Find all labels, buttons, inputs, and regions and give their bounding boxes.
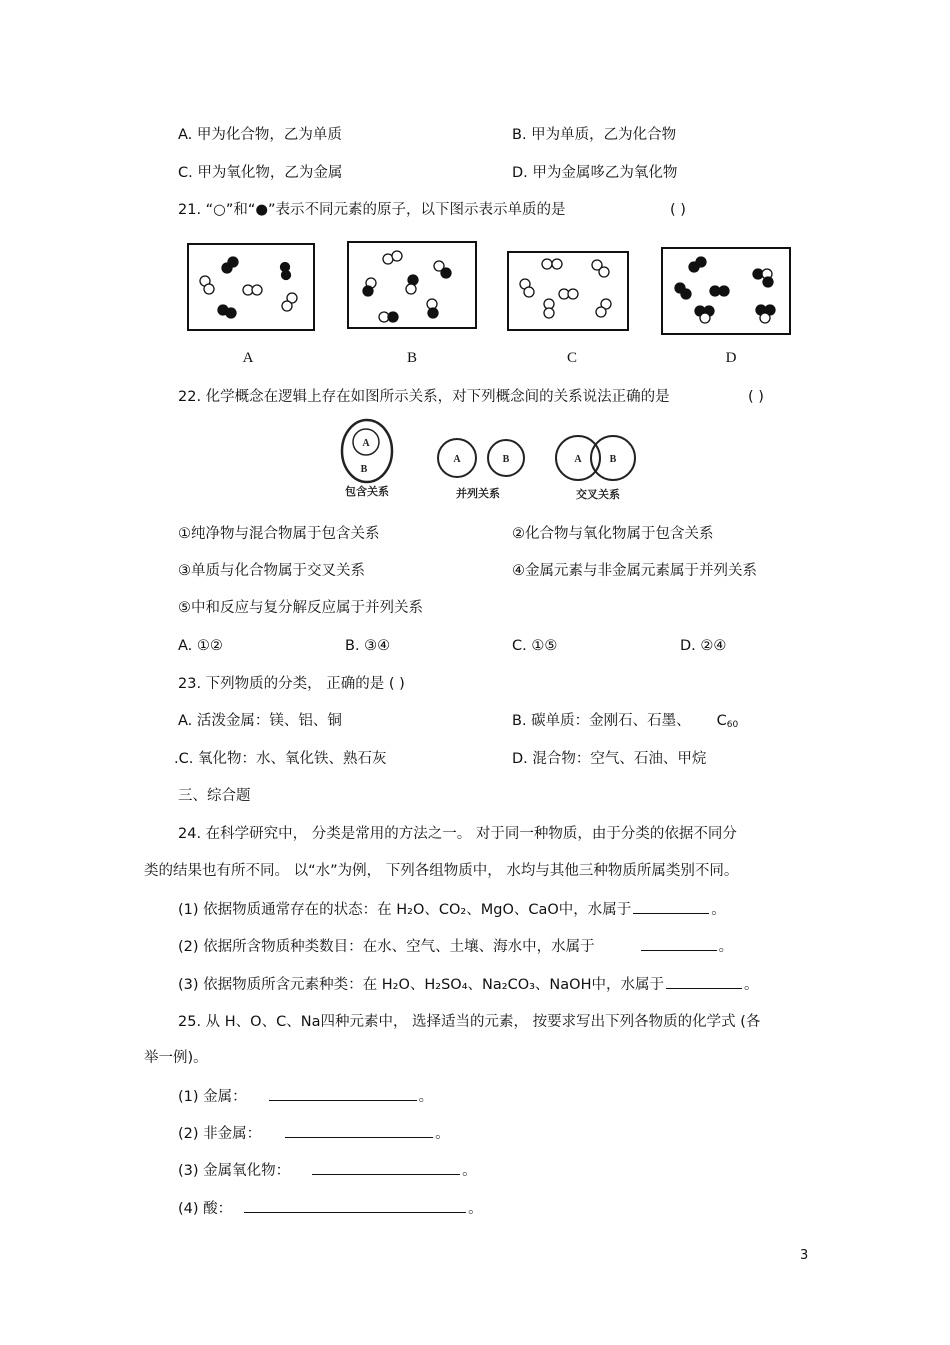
svg-text:B: B	[609, 454, 617, 465]
answer-blank[interactable]	[312, 1160, 460, 1175]
q20-option-c: C. 甲为氧化物，乙为金属	[178, 165, 343, 181]
svg-text:A: A	[362, 438, 370, 449]
answer-blank[interactable]	[285, 1123, 433, 1138]
q23-stem: 23. 下列物质的分类， 正确的是 ( )	[178, 676, 405, 692]
q21-stem: 21. “○”和“●”表示不同元素的原子，以下图示表示单质的是	[178, 202, 566, 218]
svg-text:A: A	[453, 454, 461, 465]
q22-option-a: A. ①②	[178, 638, 223, 654]
q25-stem-line2: 举一例)。	[144, 1050, 208, 1066]
q21-answer-paren: ( )	[670, 202, 686, 218]
answer-blank[interactable]	[666, 974, 742, 989]
q22-statement-2: ②化合物与氧化物属于包含关系	[512, 526, 714, 542]
q23-option-a: A. 活泼金属：镁、铝、铜	[178, 713, 342, 729]
q25-part-2: (2) 非金属： 。	[178, 1123, 450, 1144]
diagram-label-a: A	[242, 350, 254, 366]
q25-part-4: (4) 酸： 。	[178, 1198, 483, 1219]
q22-option-c: C. ①⑤	[512, 638, 558, 654]
q24-stem-line2: 类的结果也有所不同。 以“水”为例， 下列各组物质中， 水均与其他三种物质所属类别不同。	[144, 863, 739, 879]
cross-label: 交叉关系	[576, 488, 620, 501]
q20-option-d: D. 甲为金属哆乙为氧化物	[512, 165, 678, 181]
q25-stem-line1: 25. 从 H、O、C、Na四种元素中， 选择适当的元素， 按要求写出下列各物质的化学式 (各	[178, 1014, 761, 1030]
q24-part-1: (1) 依据物质通常存在的状态：在 H₂O、CO₂、MgO、CaO中，水属于 。	[178, 899, 726, 920]
q22-statement-4: ④金属元素与非金属元素属于并列关系	[512, 563, 757, 579]
diagram-label-d: D	[725, 350, 737, 366]
svg-text:B: B	[502, 454, 510, 465]
q21-particle-diagrams	[0, 236, 950, 366]
parallel-label: 并列关系	[456, 487, 500, 500]
include-label: 包含关系	[345, 485, 389, 498]
q20-option-a: A. 甲为化合物，乙为单质	[178, 127, 342, 143]
q23-option-d: D. 混合物：空气、石油、甲烷	[512, 751, 707, 767]
q22-statement-1: ①纯净物与混合物属于包含关系	[178, 526, 380, 542]
q22-answer-paren: ( )	[748, 389, 764, 405]
svg-text:A: A	[574, 454, 582, 465]
q20-option-b: B. 甲为单质，乙为化合物	[512, 127, 677, 143]
q22-relationship-diagrams	[0, 416, 950, 506]
answer-blank[interactable]	[633, 899, 709, 914]
svg-text:B: B	[360, 464, 368, 475]
q22-statement-3: ③单质与化合物属于交叉关系	[178, 563, 365, 579]
q25-part-3: (3) 金属氧化物： 。	[178, 1160, 477, 1181]
q24-part-2: (2) 依据所含物质种类数目：在水、空气、土壤、海水中，水属于 。	[178, 936, 733, 957]
q22-option-b: B. ③④	[345, 638, 391, 654]
q23-option-b: B. 碳单质：金刚石、石墨、 $C_{60}$	[512, 713, 739, 730]
answer-blank[interactable]	[641, 936, 717, 951]
answer-blank[interactable]	[244, 1198, 466, 1213]
q22-option-d: D. ②④	[680, 638, 727, 654]
section-heading: 三、综合题	[178, 788, 251, 804]
page-number: 3	[800, 1248, 809, 1263]
q22-stem: 22. 化学概念在逻辑上存在如图所示关系，对下列概念间的关系说法正确的是	[178, 389, 670, 405]
q24-stem-line1: 24. 在科学研究中， 分类是常用的方法之一。 对于同一种物质，由于分类的依据不同分	[178, 826, 737, 842]
diagram-label-c: C	[566, 350, 578, 366]
answer-blank[interactable]	[269, 1086, 417, 1101]
q22-statement-5: ⑤中和反应与复分解反应属于并列关系	[178, 600, 423, 616]
diagram-label-b: B	[406, 350, 418, 366]
q25-part-1: (1) 金属： 。	[178, 1086, 433, 1107]
q24-part-3: (3) 依据物质所含元素种类：在 H₂O、H₂SO₄、Na₂CO₃、NaOH中，水属于 。	[178, 974, 758, 995]
q23-option-c: .C. 氧化物：水、氧化铁、熟石灰	[174, 751, 387, 767]
